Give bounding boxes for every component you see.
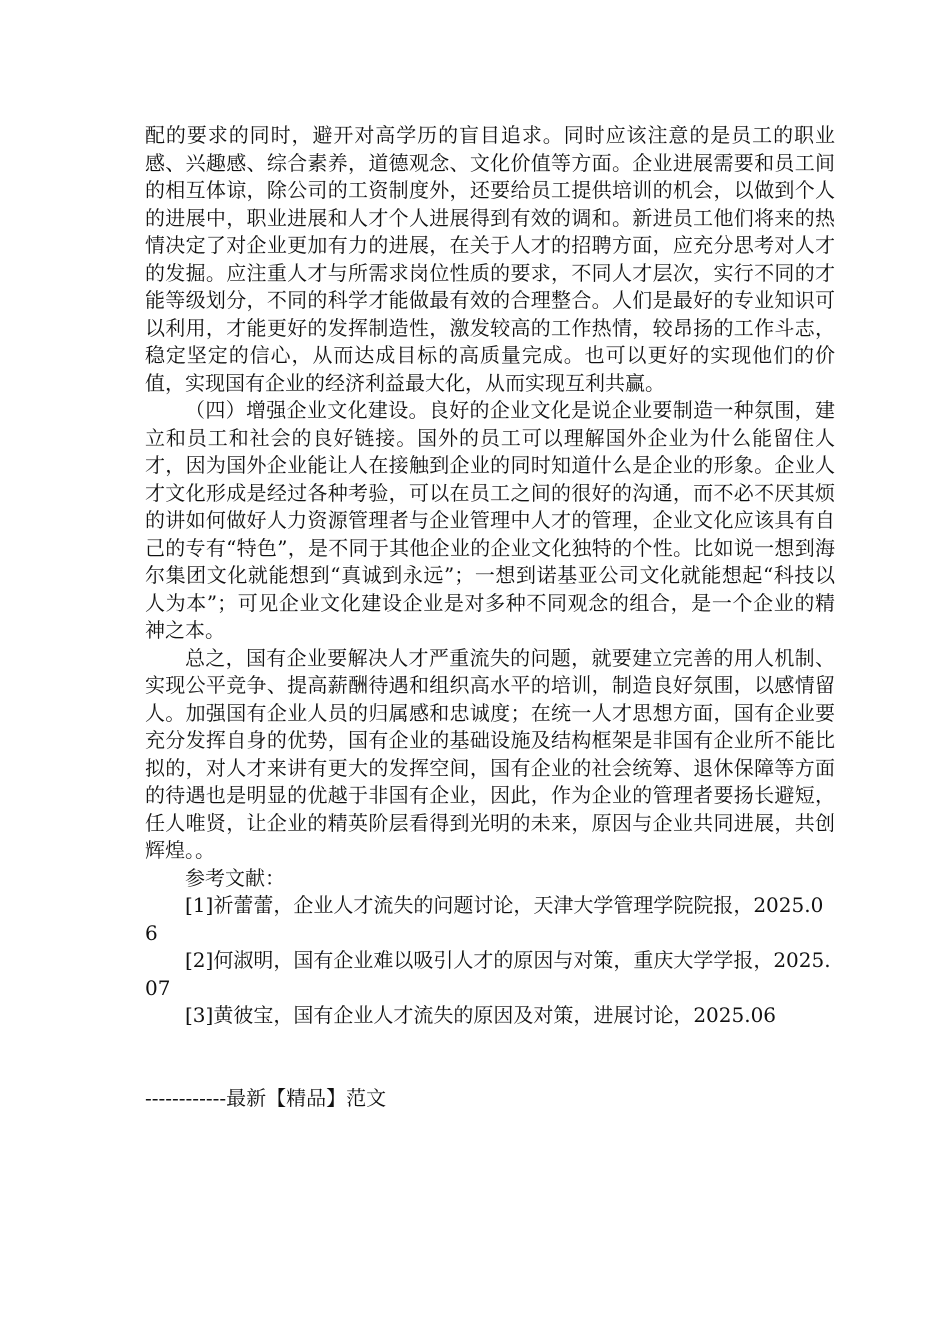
blank-spacer [145, 1030, 835, 1085]
reference-item-2: [2]何淑明，国有企业难以吸引人才的原因与对策，重庆大学学报，2025.07 [145, 948, 831, 1000]
body-paragraph-1: 配的要求的同时，避开对高学历的盲目追求。同时应该注意的是员工的职业感、兴趣感、综合素养，道德观念、文化价值等方面。企业进展需要和员工间的相互体谅，除公司的工资制度外，还要给员工提供培训的机会，以做到个人的进展中，职业进展和人才个人进展得到有效的调和。新进员工他们将来的热情决定了对企业更加有力的进展，在关于人才的招聘方面，应充分思考对人才的发掘。应注重人才与所需求岗位性质的要求，不同人才层次，实行不同的才能等级划分，不同的科学才能做最有效的合理整合。人们是最好的专业知识可以利用，才能更好的发挥制造性，激发较高的工作热情，较昂扬的工作斗志，稳定坚定的信心，从而达成目标的高质量完成。也可以更好的实现他们的价值，实现国有企业的经济利益最大化，从而实现互利共赢。 [145, 123, 835, 395]
references-section [145, 865, 835, 1030]
reference-item-3: [3]黄彼宝，国有企业人才流失的原因及对策，进展讨论，2025.06 [185, 1003, 777, 1027]
document-page [145, 122, 835, 1112]
body-paragraph-2: （四）增强企业文化建设。良好的企业文化是说企业要制造一种氛围，建立和员工和社会的良好链接。国外的员工可以理解国外企业为什么能留住人才，因为国外企业能让人在接触到企业的同时知道什么是企业的形象。企业人才文化形成是经过各种考验，可以在员工之间的很好的沟通，而不必不厌其烦的讲如何做好人力资源管理者与企业管理中人才的管理，企业文化应该具有自己的专有“特色”，是不同于其他企业的企业文化独特的个性。比如说一想到海尔集团文化就能想到“真诚到永远”；一想到诺基亚公司文化就能想起“科技以人为本”；可见企业文化建设企业是对多种不同观念的组合，是一个企业的精神之本。 [145, 398, 835, 642]
body-paragraph-3: 总之，国有企业要解决人才严重流失的问题，就要建立完善的用人机制、实现公平竞争、提高薪酬待遇和组织高水平的培训，制造良好氛围，以感情留人。加强国有企业人员的归属感和忠诚度；在统一人才思想方面，国有企业要充分发挥自身的优势，国有企业的基础设施及结构框架是非国有企业所不能比拟的，对人才来讲有更大的发挥空间，国有企业的社会统筹、退休保障等方面的待遇也是明显的优越于非国有企业，因此，作为企业的管理者要扬长避短，任人唯贤，让企业的精英阶层看得到光明的未来，原因与企业共同进展，共创辉煌。。 [145, 645, 835, 862]
footer-text: ------------最新【精品】范文 [145, 1085, 387, 1110]
reference-item-1: [1]祈蕾蕾，企业人才流失的问题讨论，天津大学管理学院院报，2025.06 [145, 893, 824, 945]
references-heading: 参考文献： [185, 865, 285, 890]
